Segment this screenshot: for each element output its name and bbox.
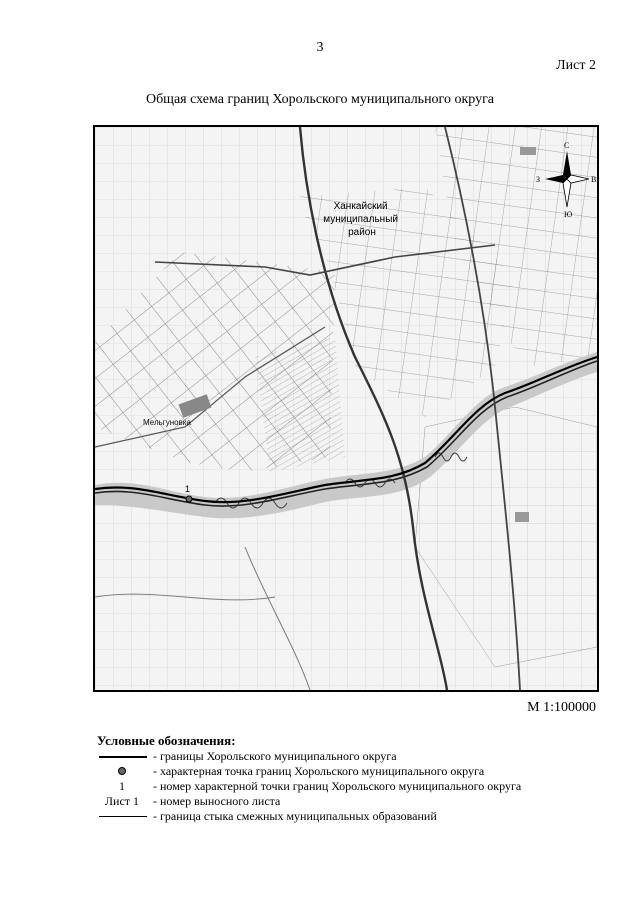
- boundary-point-number: 1: [185, 484, 191, 494]
- legend-symbol-thick-line: [97, 749, 147, 764]
- legend-text: - номер выносного листа: [153, 794, 281, 808]
- town-block-northeast: [520, 147, 536, 155]
- map-scale: М 1:100000: [527, 700, 596, 715]
- sheet-label: Лист 2: [556, 58, 596, 73]
- compass-west-label: З: [536, 175, 541, 184]
- legend-title: Условные обозначения:: [97, 733, 236, 748]
- legend-symbol-dot: [97, 764, 147, 779]
- legend-text: - граница стыка смежных муниципальных образований: [153, 809, 437, 823]
- field-area-central: [255, 337, 345, 472]
- map-canvas: [95, 127, 597, 690]
- settlement-label: Мельгуновка: [143, 418, 191, 427]
- region-label: Ханкайский муниципальный район: [323, 201, 398, 238]
- legend-symbol-thin-line: [97, 809, 147, 824]
- legend-text: - характерная точка границ Хорольского муниципального округа: [153, 764, 485, 778]
- boundary-point: [186, 496, 192, 502]
- town-block-east: [515, 512, 529, 522]
- compass-north-label: С: [564, 141, 570, 150]
- legend-text: - границы Хорольского муниципального округа: [153, 749, 397, 763]
- legend-symbol-number: 1: [119, 779, 125, 793]
- legend-symbol-sheet: Лист 1: [104, 794, 140, 808]
- map-frame[interactable]: [93, 125, 599, 692]
- map-title: Общая схема границ Хорольского муниципального округа: [145, 92, 495, 107]
- page-number: 3: [316, 40, 324, 55]
- legend-text: - номер характерной точки границ Хорольского муниципального округа: [153, 779, 522, 793]
- compass-east-label: В: [591, 175, 597, 184]
- compass-south-label: Ю: [564, 210, 573, 219]
